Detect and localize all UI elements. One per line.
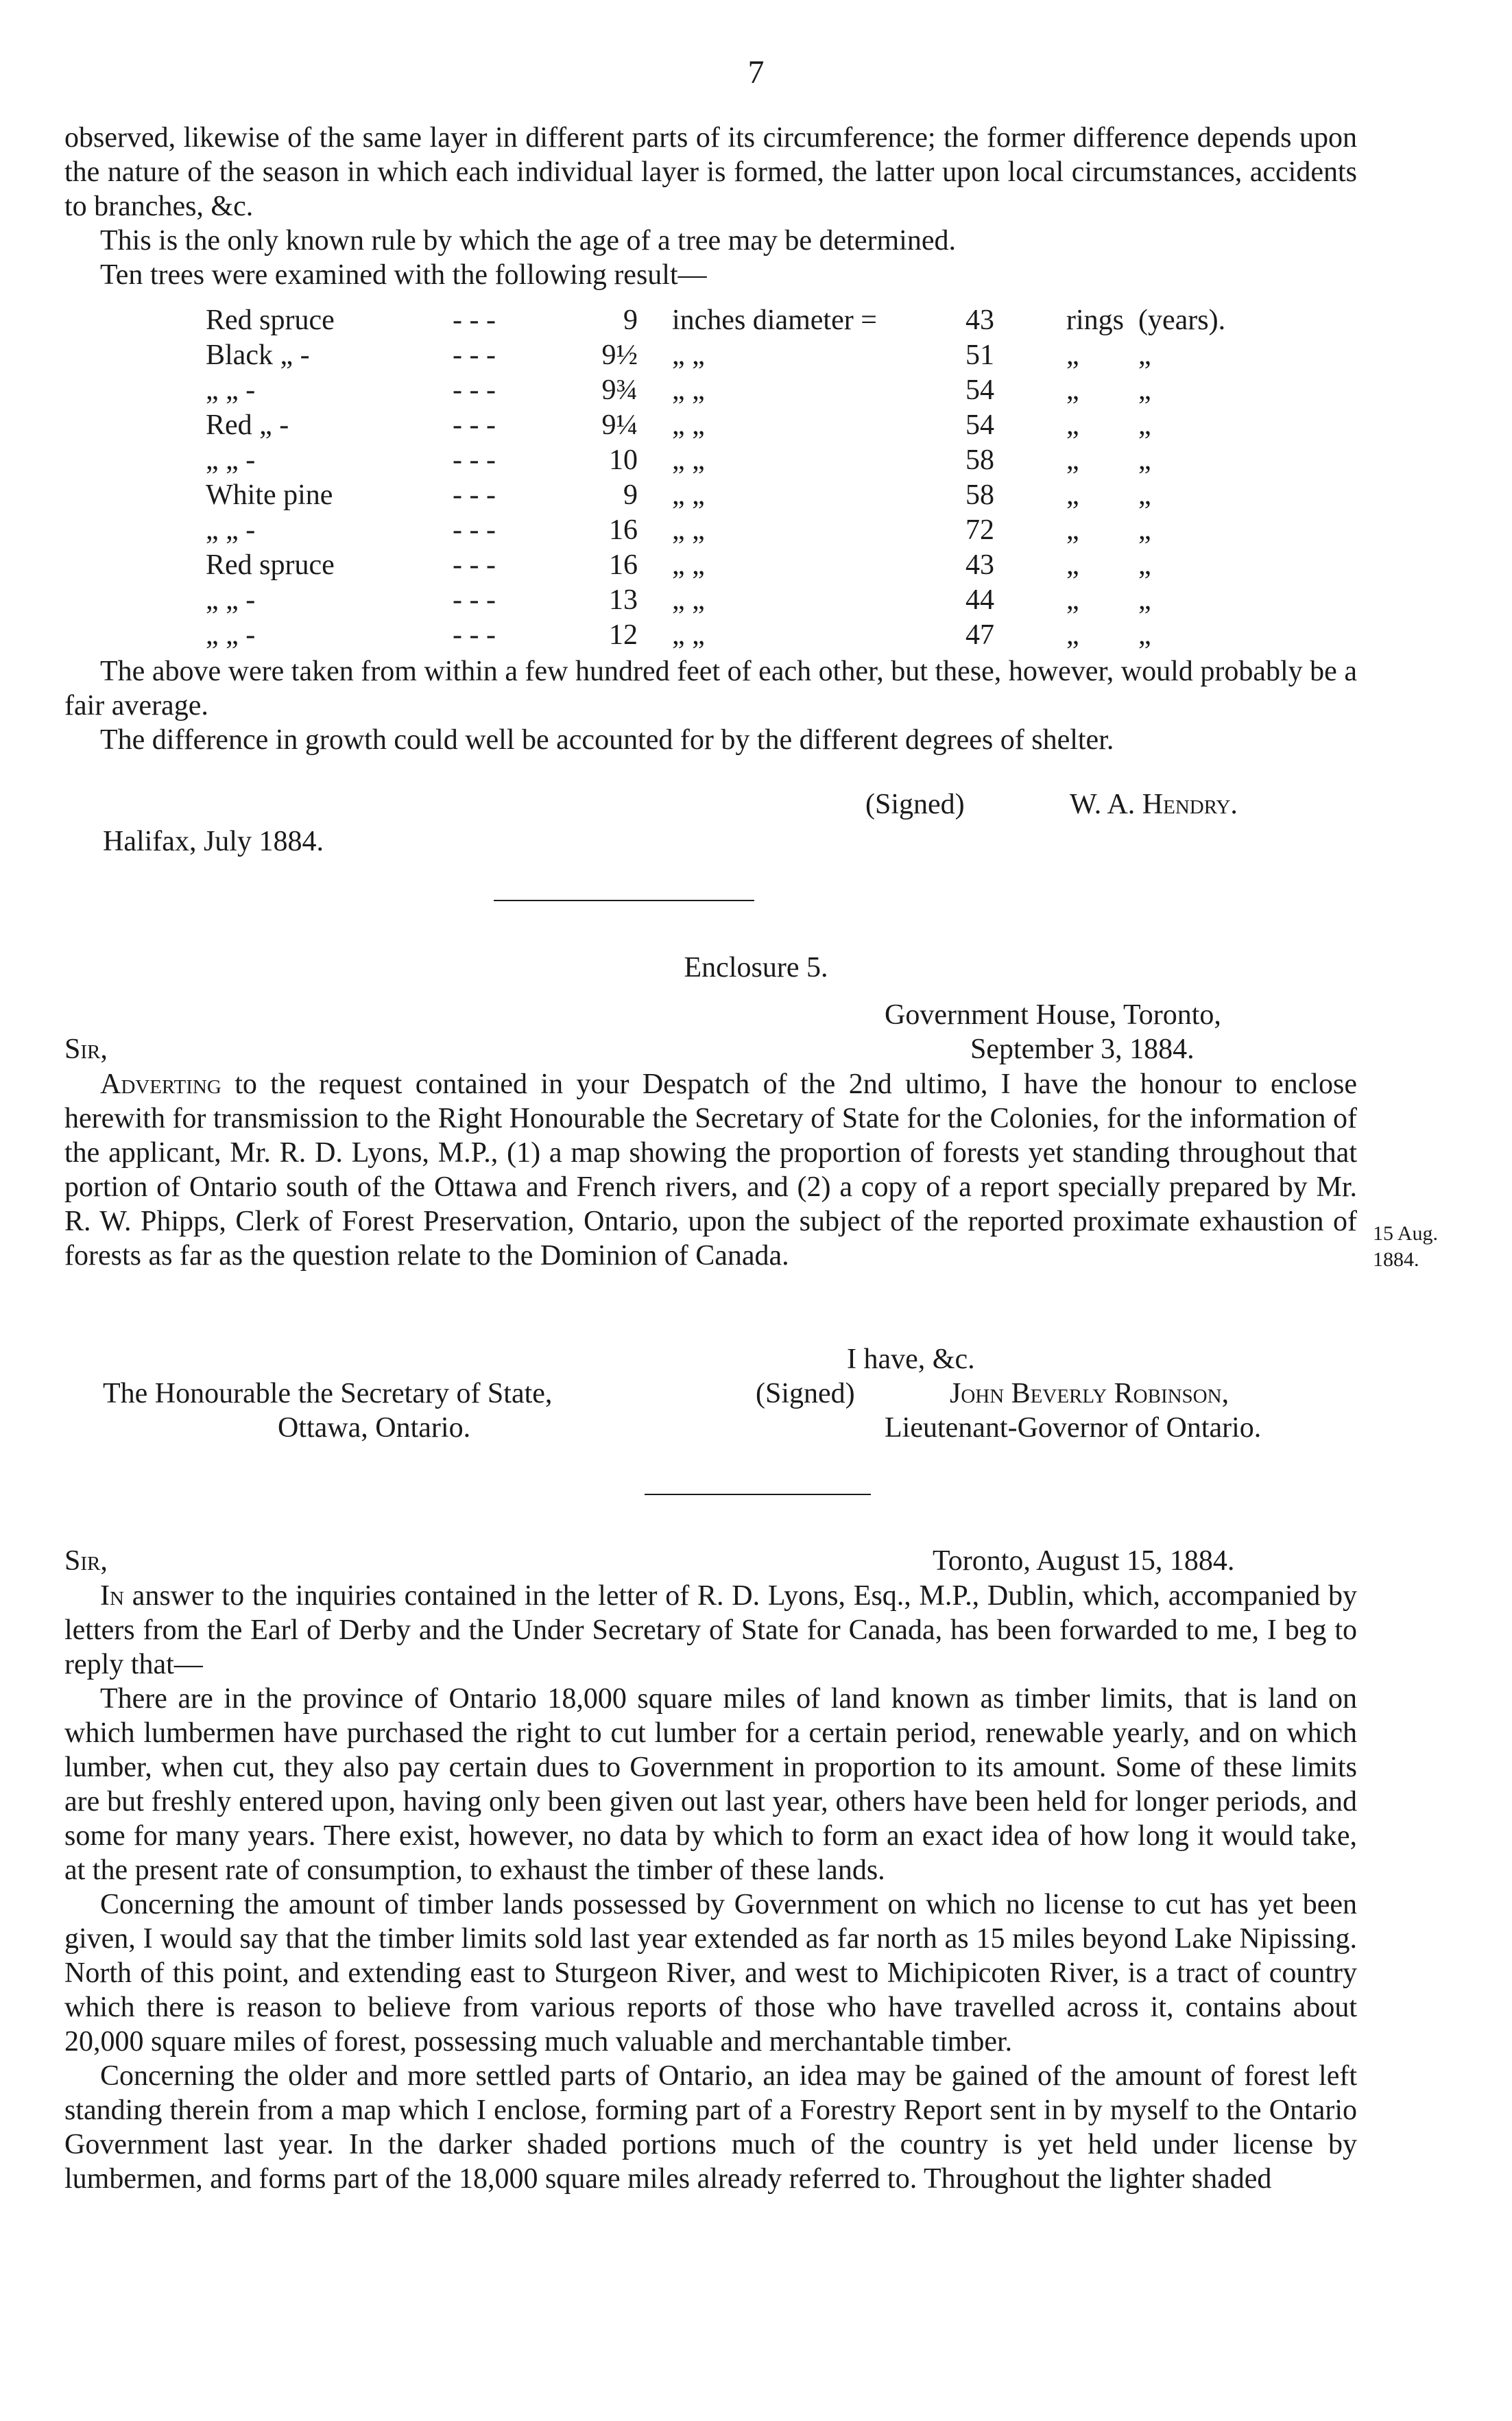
rings-unit: „ [1066, 374, 1079, 406]
diameter-unit: „ „ [672, 584, 705, 616]
page-number: 7 [747, 54, 765, 91]
years-unit: „ [1138, 584, 1151, 616]
leader-dashes: - - - [453, 374, 496, 406]
letter1-signed: (Signed) [756, 1378, 855, 1409]
diameter-unit: „ „ [672, 339, 705, 371]
diameter-unit: „ „ [672, 619, 705, 651]
above-paragraph: The above were taken from within a few hundred feet of each other, but these, however, would probably be a fair average. [64, 656, 1357, 721]
diameter-value: 13 [609, 584, 638, 616]
tree-name: Red spruce [206, 549, 335, 581]
diameter-unit: „ „ [672, 549, 705, 581]
hendry-place-date: Halifax, July 1884. [103, 826, 324, 857]
letter1-signer: John Beverly Robinson, [950, 1378, 1229, 1409]
diameter-value: 9 [623, 479, 638, 511]
diameter-value: 9¾ [601, 374, 638, 406]
tree-name: Black „ - [206, 339, 310, 371]
rings-unit: „ [1066, 409, 1079, 441]
letter1-body [64, 1067, 1357, 1273]
diameter-value: 12 [609, 619, 638, 651]
years-unit: „ [1138, 619, 1151, 651]
diameter-unit: „ „ [672, 374, 705, 406]
letter1-body-section [64, 1067, 1357, 1273]
diameter-value: 9¼ [601, 409, 638, 441]
leader-dashes: - - - [453, 479, 496, 511]
leader-dashes: - - - [453, 584, 496, 616]
tree-name: „ „ - [206, 619, 256, 651]
rings-value: 43 [965, 549, 994, 581]
tree-name: Red „ - [206, 409, 289, 441]
years-unit: „ [1138, 549, 1151, 581]
tree-name: „ „ - [206, 374, 256, 406]
rings-unit: „ [1066, 549, 1079, 581]
letter-divider [645, 1494, 871, 1495]
letter2-paragraph-1 [64, 1579, 1357, 1682]
diameter-value: 16 [609, 514, 638, 546]
tree-name: „ „ - [206, 584, 256, 616]
rings-value: 44 [965, 584, 994, 616]
leader-dashes: - - - [453, 409, 496, 441]
ten-trees-line: Ten trees were examined with the following result— [100, 259, 707, 291]
leader-dashes: - - - [453, 305, 496, 336]
years-unit: „ [1138, 514, 1151, 546]
letter2-lead-word: In [100, 1580, 124, 1612]
letter2-paragraph-2: There are in the province of Ontario 18,000 square miles of land known as timber limits, that is land on which lumbermen have purchased the right to cut lumber for a certain period, renewable yearly, and on which lumber, when cut, they also pay certain dues to Government in proportion to its amount. Some of these limits are but freshly entered upon, having only been given out last year, others have been held for longer periods, and some for many years. There exist, however, no data by which to form an exact idea of how long it would take, at the present rate of consumption, to exhaust the timber of these lands. [64, 1683, 1357, 1886]
rings-value: 58 [965, 479, 994, 511]
diameter-value: 10 [609, 444, 638, 476]
letter1-salutation: Sir, [64, 1034, 108, 1065]
rings-unit: „ [1066, 514, 1079, 546]
rings-value: 47 [965, 619, 994, 651]
leader-dashes: - - - [453, 514, 496, 546]
leader-dashes: - - - [453, 339, 496, 371]
diameter-value: 9½ [601, 339, 638, 371]
rings-value: 54 [965, 374, 994, 406]
letter1-addressee-line2: Ottawa, Ontario. [278, 1412, 471, 1444]
years-unit: (years). [1138, 305, 1226, 336]
years-unit: „ [1138, 479, 1151, 511]
tree-name: „ „ - [206, 514, 256, 546]
letter2-paragraph-1-text: answer to the inquiries contained in the letter of R. D. Lyons, Esq., M.P., Dublin, which, accompanied by letters from the Earl of Derby and the Under Secretary of State for Canada, has been forwarded to me, I beg to reply that— [64, 1580, 1358, 1680]
rings-unit: rings [1066, 305, 1124, 336]
years-unit: „ [1138, 339, 1151, 371]
diameter-value: 16 [609, 549, 638, 581]
rings-unit: „ [1066, 584, 1079, 616]
rings-unit: „ [1066, 619, 1079, 651]
enclosure-heading: Enclosure 5. [684, 952, 828, 983]
letter1-date: September 3, 1884. [970, 1034, 1195, 1065]
diameter-unit: „ „ [672, 514, 705, 546]
letter1-closing: I have, &c. [847, 1344, 975, 1375]
hendry-signed: (Signed) [865, 789, 965, 820]
margin-note [1373, 1221, 1455, 1273]
leader-dashes: - - - [453, 549, 496, 581]
margin-note-day: 15 Aug. [1373, 1222, 1439, 1245]
rings-unit: „ [1066, 444, 1079, 476]
intro-section [64, 121, 1357, 292]
diameter-unit: „ „ [672, 409, 705, 441]
diameter-unit: „ „ [672, 444, 705, 476]
after-table-section [64, 654, 1357, 757]
tree-name: Red spruce [206, 305, 335, 336]
letter2-date: Toronto, August 15, 1884. [933, 1545, 1235, 1577]
rings-unit: „ [1066, 339, 1079, 371]
years-unit: „ [1138, 374, 1151, 406]
letter1-lead-word: Adverting [100, 1069, 221, 1100]
letter1-signer-title: Lieutenant-Governor of Ontario. [885, 1412, 1262, 1444]
letter1-address: Government House, Toronto, [885, 999, 1221, 1031]
years-unit: „ [1138, 409, 1151, 441]
leader-dashes: - - - [453, 444, 496, 476]
rings-value: 51 [965, 339, 994, 371]
rings-value: 43 [965, 305, 994, 336]
letter2-paragraph-4: Concerning the older and more settled parts of Ontario, an idea may be gained of the amount of forest left standing therein from a map which I enclose, forming part of a Forestry Report sent in by myself to the Ontario Government last year. In the darker shaded portions much of the country is yet held under license by lumbermen, and forms part of the 18,000 square miles already referred to. Throughout the lighter shaded [64, 2060, 1357, 2195]
leader-dashes: - - - [453, 619, 496, 651]
years-unit: „ [1138, 444, 1151, 476]
tree-name: White pine [206, 479, 333, 511]
diameter-unit: inches diameter = [672, 305, 877, 336]
rings-value: 72 [965, 514, 994, 546]
difference-paragraph: The difference in growth could well be accounted for by the different degrees of shelter. [100, 724, 1114, 756]
letter2-paragraph-3: Concerning the amount of timber lands possessed by Government on which no license to cut has yet been given, I would say that the timber limits sold last year extended as far north as 15 miles beyond Lake Nipissing. North of this point, and extending east to Sturgeon River, and west to Michipicoten River, is a tract of country which there is reason to believe from various reports of those who have travelled across it, contains about 20,000 square miles of forest, possessing much valuable and merchantable timber. [64, 1889, 1357, 2058]
diameter-value: 9 [623, 305, 638, 336]
letter2-body-section [64, 1579, 1357, 2196]
letter1-addressee-line1: The Honourable the Secretary of State, [103, 1378, 553, 1409]
rule-paragraph: This is the only known rule by which the age of a tree may be determined. [100, 225, 956, 257]
rings-unit: „ [1066, 479, 1079, 511]
tree-name: „ „ - [206, 444, 256, 476]
section-divider [494, 900, 754, 901]
diameter-unit: „ „ [672, 479, 705, 511]
rings-value: 54 [965, 409, 994, 441]
letter1-body-text: to the request contained in your Despatch of the 2nd ultimo, I have the honour to enclose herewith for transmission to the Right Honourable the Secretary of State for the Colonies, for the information of the applicant, Mr. R. D. Lyons, M.P., (1) a map showing the proportion of forests yet standing throughout that portion of Ontario south of the Ottawa and French rivers, and (2) a copy of a report specially prepared by Mr. R. W. Phipps, Clerk of Forest Preservation, Ontario, upon the subject of the reported proximate exhaustion of forests as far as the question relate to the Dominion of Canada. [64, 1069, 1357, 1272]
hendry-signature: W. A. Hendry. [1070, 789, 1238, 820]
rings-value: 58 [965, 444, 994, 476]
letter2-salutation: Sir, [64, 1545, 108, 1577]
intro-paragraph: observed, likewise of the same layer in different parts of its circumference; the former difference depends upon the nature of the season in which each individual layer is formed, the latter upon local circumstances, accidents to branches, &c. [64, 122, 1357, 222]
margin-note-year: 1884. [1373, 1248, 1419, 1271]
